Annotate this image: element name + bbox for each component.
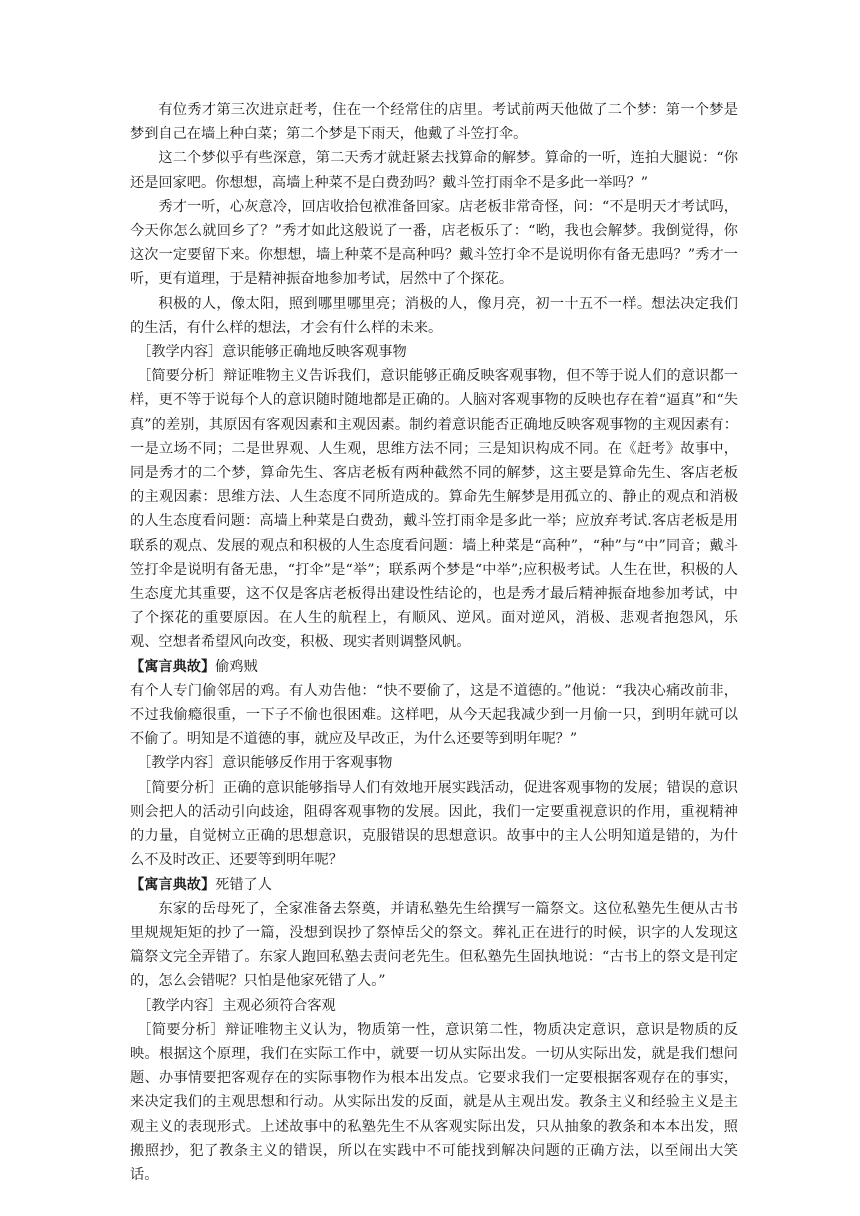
story1-paragraph-3: 秀才一听，心灰意冷，回店收拾包袱准备回家。店老板非常奇怪，问：“不是明天才考试吗，今天你怎么就回乡了？”秀才如此这般说了一番，店老板乐了：“哟，我也会解梦。我倒觉得，你这次一定要留下来。你想想，墙上种菜不是高种吗？戴斗笠打伞不是说明你有备无患吗？”秀才一听，更有道理，于是精神振奋地参加考试，居然中了个探花。	[130, 198, 738, 288]
story3-body: 东家的岳母死了，全家准备去祭奠，并请私塾先生给撰写一篇祭文。这位私塾先生便从古书里规规矩矩的抄了一篇，没想到误抄了祭悼岳父的祭文。葬礼正在进行的时候，识字的人发现这篇祭文完全弄错了。东家人跑回私塾去责问老先生。但私塾先生固执地说：“古书上的祭文是刊定的，怎么会错呢？只怕是他家死错了人。”	[130, 900, 738, 990]
story1-paragraph-2: 这二个梦似乎有些深意，第二天秀才就赶紧去找算命的解梦。算命的一听，连拍大腿说：“你还是回家吧。你想想，高墙上种菜不是白费劲吗？戴斗笠打雨伞不是多此一举吗？”	[130, 150, 738, 191]
story3-heading-title: 死错了人	[215, 876, 272, 893]
story3-teaching-content: ［教学内容］主观必须符合客观	[137, 997, 336, 1014]
story2-analysis: ［简要分析］正确的意识能够指导人们有效地开展实践活动，促进客观事物的发展；错误的意识则会把人的活动引向歧途，阻碍客观事物的发展。因此，我们一定要重视意识的作用，重视精神的力量，自觉树立正确的思想意识，克服错误的思想意识。故事中的主人公明知道是错的，为什么不及时改正、还要等到明年呢？	[130, 779, 738, 869]
story2-heading-title: 偷鸡贼	[215, 658, 258, 675]
story1-paragraph-4: 积极的人，像太阳，照到哪里哪里亮；消极的人，像月亮，初一十五不一样。想法决定我们的生活，有什么样的想法，才会有什么样的未来。	[130, 295, 738, 336]
story3-heading	[130, 873, 738, 897]
story1-paragraph-1: 有位秀才第三次进京赶考，住在一个经常住的店里。考试前两天他做了二个梦：第一个梦是梦到自己在墙上种白菜；第二个梦是下雨天，他戴了斗笠打伞。	[130, 102, 738, 143]
story1-teaching-content: ［教学内容］意识能够正确地反映客观事物	[137, 344, 407, 361]
story1-analysis: ［简要分析］辩证唯物主义告诉我们，意识能够正确反映客观事物，但不等于说人们的意识都一样，更不等于说每个人的意识随时随地都是正确的。人脑对客观事物的反映也存在着“逼真”和“失真”的差别，其原因有客观因素和主观因素。制约着意识能否正确地反映客观事物的主观因素有：一是立场不同；二是世界观、人生观，思维方法不同；三是知识构成不同。在《赶考》故事中，同是秀才的二个梦，算命先生、客店老板有两种截然不同的解梦，这主要是算命先生、客店老板的主观因素：思维方法、人生态度不同所造成的。算命先生解梦是用孤立的、静止的观点和消极的人生态度看问题：高墙上种菜是白费劲，戴斗笠打雨伞是多此一举；应放弃考试.客店老板是用联系的观点、发展的观点和积极的人生态度看问题：墙上种菜是“高种”，“种”与“中”同音；戴斗笠打伞是说明有备无患，“打伞”是“举”；联系两个梦是“中举”;应积极考试。人生在世，积极的人生态度尤其重要，这不仅是客店老板得出建设性结论的，也是秀才最后精神振奋地参加考试，中了个探花的重要原因。在人生的航程上，有顺风、逆风。面对逆风，消极、悲观者抱怨风，乐观、空想者希望风向改变，积极、现实者则调整风帆。	[130, 368, 738, 651]
story3-heading-label: 【寓言典故】	[130, 876, 216, 893]
story2-heading	[130, 655, 738, 679]
document-page	[130, 98, 738, 1187]
story2-heading-label: 【寓言典故】	[130, 658, 216, 675]
story2-teaching-content: ［教学内容］意识能够反作用于客观事物	[137, 755, 393, 772]
story3-analysis: ［简要分析］辩证唯物主义认为，物质第一性，意识第二性，物质决定意识，意识是物质的反映。根据这个原理，我们在实际工作中，就要一切从实际出发。一切从实际出发，就是我们想问题、办事情要把客观存在的实际事物作为根本出发点。它要求我们一定要根据客观存在的事实，来决定我们的主观思想和行动。从实际出发的反面，就是从主观出发。教条主义和经验主义是主观主义的表现形式。上述故事中的私塾先生不从客观实际出发，只从抽象的教条和本本出发，照搬照抄，犯了教条主义的错误，所以在实践中不可能找到解决问题的正确方法，以至闹出大笑话。	[130, 1021, 738, 1183]
story2-body: 有个人专门偷邻居的鸡。有人劝告他：“快不要偷了，这是不道德的。”他说：“我决心痛改前非，不过我偷瘾很重，一下子不偷也很困难。这样吧，从今天起我减少到一月偷一只，到明年就可以不偷了。明知是不道德的事，就应及早改正，为什么还要等到明年呢？”	[130, 682, 738, 748]
